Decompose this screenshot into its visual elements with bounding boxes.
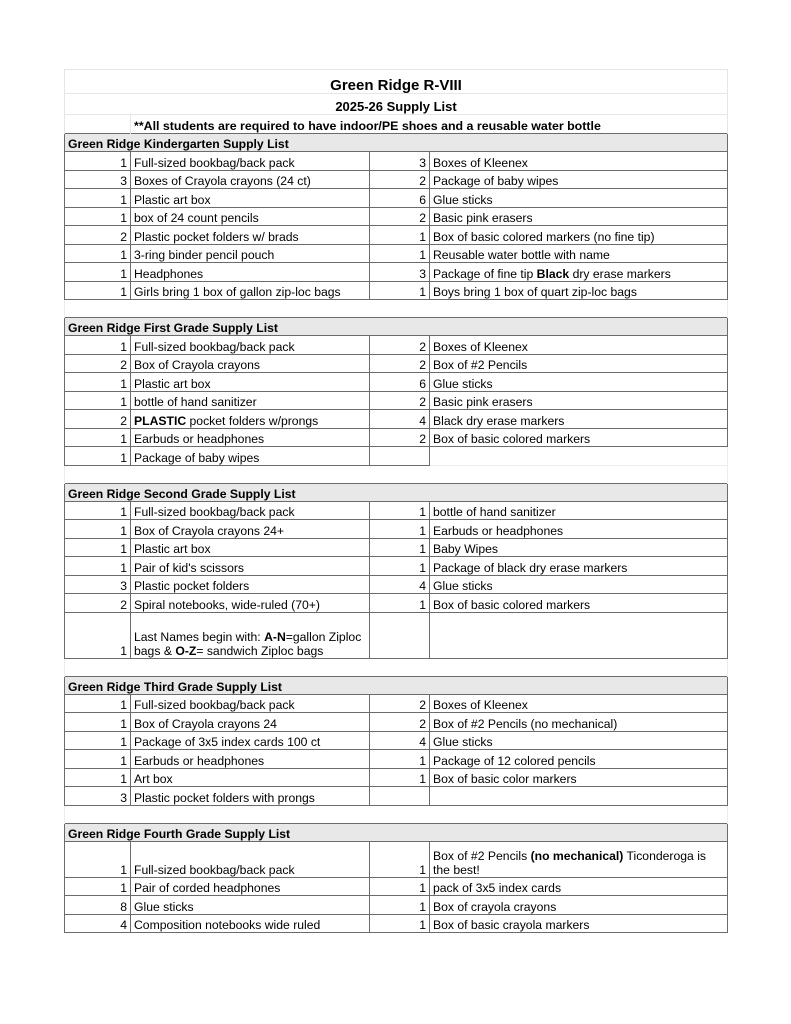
quantity-cell: 1 <box>65 189 131 208</box>
table-row <box>65 410 728 429</box>
item-cell <box>131 410 370 429</box>
quantity-cell: 2 <box>370 694 430 713</box>
item-cell: Box of basic colored markers (no fine tip) <box>430 226 728 245</box>
item-cell: Basic pink erasers <box>430 391 728 410</box>
item-cell: Glue sticks <box>131 896 370 915</box>
quantity-cell: 1 <box>370 841 430 877</box>
quantity-cell: 1 <box>370 538 430 557</box>
item-cell: Box of #2 Pencils (no mechanical) <box>430 713 728 732</box>
item-cell: Package of baby wipes <box>131 447 370 466</box>
quantity-cell: 1 <box>370 557 430 576</box>
quantity-cell: 1 <box>65 612 131 658</box>
section-header-fourth-grade <box>65 823 728 841</box>
item-cell: box of 24 count pencils <box>131 207 370 226</box>
table-row <box>65 750 728 769</box>
item-cell: Basic pink erasers <box>430 207 728 226</box>
item-cell: Box of #2 Pencils <box>430 354 728 373</box>
requirements-note: **All students are required to have indoor/PE shoes and a reusable water bottle <box>131 115 728 134</box>
table-row <box>65 354 728 373</box>
quantity-cell: 1 <box>65 713 131 732</box>
quantity-cell: 4 <box>370 731 430 750</box>
item-cell: Box of Crayola crayons 24 <box>131 713 370 732</box>
item-cell: Full-sized bookbag/back pack <box>131 694 370 713</box>
item-cell: Pair of kid's scissors <box>131 557 370 576</box>
item-cell: Headphones <box>131 263 370 282</box>
item-cell: Boxes of Kleenex <box>430 694 728 713</box>
item-cell: Earbuds or headphones <box>430 520 728 539</box>
item-cell: Glue sticks <box>430 373 728 392</box>
quantity-cell: 1 <box>65 373 131 392</box>
section-header-second-grade <box>65 483 728 501</box>
table-row <box>65 877 728 896</box>
item-cell: 3-ring binder pencil pouch <box>131 244 370 263</box>
quantity-cell: 2 <box>65 354 131 373</box>
section-heading: Green Ridge Fourth Grade Supply List <box>65 823 728 841</box>
table-row <box>65 713 728 732</box>
item-cell: Box of basic colored markers <box>430 594 728 613</box>
table-row <box>65 612 728 658</box>
item-cell <box>430 841 728 877</box>
quantity-cell: 2 <box>65 410 131 429</box>
table-row <box>65 226 728 245</box>
quantity-cell: 1 <box>65 538 131 557</box>
item-cell: bottle of hand sanitizer <box>131 391 370 410</box>
item-text: pocket folders w/prongs <box>186 413 319 428</box>
spacer-row <box>65 465 728 483</box>
item-text: dry erase markers <box>569 266 671 281</box>
table-row <box>65 152 728 171</box>
quantity-cell: 1 <box>65 841 131 877</box>
table-row <box>65 841 728 877</box>
quantity-cell: 3 <box>65 787 131 806</box>
item-emphasis: PLASTIC <box>134 413 187 428</box>
quantity-cell: 1 <box>65 750 131 769</box>
table-row <box>65 391 728 410</box>
quantity-cell: 2 <box>370 354 430 373</box>
item-cell: Spiral notebooks, wide-ruled (70+) <box>131 594 370 613</box>
quantity-cell: 8 <box>65 896 131 915</box>
item-cell: Plastic pocket folders with prongs <box>131 787 370 806</box>
quantity-cell: 1 <box>65 557 131 576</box>
quantity-cell: 1 <box>370 594 430 613</box>
quantity-cell: 4 <box>370 575 430 594</box>
item-emphasis: O-Z <box>175 643 197 658</box>
table-row <box>65 768 728 787</box>
item-cell: Plastic pocket folders w/ brads <box>131 226 370 245</box>
item-cell: Package of black dry erase markers <box>430 557 728 576</box>
table-row <box>65 207 728 226</box>
quantity-cell: 1 <box>370 226 430 245</box>
quantity-cell: 1 <box>370 244 430 263</box>
item-cell: Composition notebooks wide ruled <box>131 914 370 933</box>
table-row <box>65 428 728 447</box>
item-cell: Box of Crayola crayons <box>131 354 370 373</box>
item-cell: Full-sized bookbag/back pack <box>131 841 370 877</box>
item-cell: Box of basic color markers <box>430 768 728 787</box>
table-row <box>65 373 728 392</box>
table-row <box>65 896 728 915</box>
table-row <box>65 281 728 300</box>
quantity-cell: 6 <box>370 373 430 392</box>
quantity-cell: 1 <box>65 877 131 896</box>
section-header-third-grade <box>65 676 728 694</box>
quantity-cell: 1 <box>370 877 430 896</box>
quantity-cell: 3 <box>370 263 430 282</box>
item-cell: Baby Wipes <box>430 538 728 557</box>
item-cell: Glue sticks <box>430 575 728 594</box>
quantity-cell: 1 <box>65 391 131 410</box>
item-cell: Glue sticks <box>430 189 728 208</box>
subtitle-row <box>65 94 728 115</box>
item-cell: Boxes of Kleenex <box>430 336 728 355</box>
quantity-cell: 1 <box>65 428 131 447</box>
quantity-cell: 2 <box>370 207 430 226</box>
item-cell: Pair of corded headphones <box>131 877 370 896</box>
item-cell: Glue sticks <box>430 731 728 750</box>
item-cell: Boxes of Crayola crayons (24 ct) <box>131 170 370 189</box>
table-row <box>65 336 728 355</box>
quantity-cell: 1 <box>370 520 430 539</box>
item-cell: Full-sized bookbag/back pack <box>131 152 370 171</box>
quantity-cell: 1 <box>65 244 131 263</box>
item-cell: bottle of hand sanitizer <box>430 501 728 520</box>
section-heading: Green Ridge First Grade Supply List <box>65 318 728 336</box>
quantity-cell: 3 <box>370 152 430 171</box>
quantity-cell: 4 <box>370 410 430 429</box>
item-cell: Full-sized bookbag/back pack <box>131 501 370 520</box>
item-cell: Box of crayola crayons <box>430 896 728 915</box>
quantity-cell: 1 <box>65 281 131 300</box>
table-row <box>65 501 728 520</box>
item-cell: Reusable water bottle with name <box>430 244 728 263</box>
quantity-cell: 2 <box>370 391 430 410</box>
table-row <box>65 538 728 557</box>
table-row <box>65 447 728 466</box>
quantity-cell: 1 <box>65 694 131 713</box>
item-cell: Earbuds or headphones <box>131 428 370 447</box>
note-row <box>65 115 728 134</box>
table-row <box>65 575 728 594</box>
item-cell: Boxes of Kleenex <box>430 152 728 171</box>
supply-list-sheet <box>64 69 728 933</box>
item-cell: pack of 3x5 index cards <box>430 877 728 896</box>
item-text: =gallon Ziploc bags & <box>134 629 362 658</box>
quantity-cell: 2 <box>370 336 430 355</box>
quantity-cell: 1 <box>65 263 131 282</box>
table-row <box>65 170 728 189</box>
item-cell: Plastic art box <box>131 189 370 208</box>
item-cell <box>131 612 370 658</box>
item-cell: Girls bring 1 box of gallon zip-loc bags <box>131 281 370 300</box>
title-row <box>65 70 728 94</box>
quantity-cell: 1 <box>65 501 131 520</box>
item-emphasis: A-N <box>264 629 286 644</box>
item-cell: Plastic art box <box>131 373 370 392</box>
item-cell: Boys bring 1 box of quart zip-loc bags <box>430 281 728 300</box>
quantity-cell: 2 <box>65 226 131 245</box>
item-cell: Package of 12 colored pencils <box>430 750 728 769</box>
document-subtitle: 2025-26 Supply List <box>65 94 728 115</box>
table-row <box>65 557 728 576</box>
quantity-cell: 1 <box>65 207 131 226</box>
table-row <box>65 787 728 806</box>
quantity-cell: 2 <box>370 170 430 189</box>
item-cell: Box of basic colored markers <box>430 428 728 447</box>
quantity-cell: 1 <box>65 520 131 539</box>
item-cell <box>430 263 728 282</box>
table-row <box>65 189 728 208</box>
quantity-cell: 1 <box>370 896 430 915</box>
item-cell: Full-sized bookbag/back pack <box>131 336 370 355</box>
table-row <box>65 520 728 539</box>
quantity-cell: 1 <box>370 750 430 769</box>
item-cell: Plastic pocket folders <box>131 575 370 594</box>
table-row <box>65 594 728 613</box>
section-heading: Green Ridge Second Grade Supply List <box>65 483 728 501</box>
quantity-cell: 3 <box>65 575 131 594</box>
table-row <box>65 914 728 933</box>
quantity-cell: 1 <box>65 447 131 466</box>
spacer-row <box>65 658 728 676</box>
quantity-cell: 1 <box>65 731 131 750</box>
item-text: Box of #2 Pencils <box>433 848 531 863</box>
table-row <box>65 244 728 263</box>
table-row <box>65 263 728 282</box>
item-cell: Black dry erase markers <box>430 410 728 429</box>
spacer-row <box>65 805 728 823</box>
item-text: = sandwich Ziploc bags <box>196 643 324 658</box>
quantity-cell: 1 <box>370 281 430 300</box>
item-cell: Package of baby wipes <box>430 170 728 189</box>
quantity-cell: 2 <box>370 713 430 732</box>
item-text: Ticonderoga is the best! <box>433 848 706 877</box>
quantity-cell: 1 <box>370 914 430 933</box>
item-cell: Package of 3x5 index cards 100 ct <box>131 731 370 750</box>
quantity-cell: 1 <box>370 768 430 787</box>
item-cell: Box of basic crayola markers <box>430 914 728 933</box>
section-header-first-grade <box>65 318 728 336</box>
item-text: Package of fine tip <box>433 266 537 281</box>
document-title: Green Ridge R-VIII <box>65 70 728 94</box>
item-cell: Art box <box>131 768 370 787</box>
section-heading: Green Ridge Third Grade Supply List <box>65 676 728 694</box>
spacer-row <box>65 300 728 318</box>
quantity-cell: 1 <box>370 501 430 520</box>
item-emphasis: Black <box>536 266 570 281</box>
quantity-cell: 3 <box>65 170 131 189</box>
section-header-kindergarten <box>65 134 728 152</box>
quantity-cell: 2 <box>370 428 430 447</box>
quantity-cell: 1 <box>65 152 131 171</box>
table-row <box>65 731 728 750</box>
item-cell: Earbuds or headphones <box>131 750 370 769</box>
quantity-cell: 1 <box>65 768 131 787</box>
item-cell: Plastic art box <box>131 538 370 557</box>
quantity-cell: 1 <box>65 336 131 355</box>
item-cell: Box of Crayola crayons 24+ <box>131 520 370 539</box>
quantity-cell: 6 <box>370 189 430 208</box>
item-emphasis: (no mechanical) <box>530 848 624 863</box>
quantity-cell: 2 <box>65 594 131 613</box>
table-row <box>65 694 728 713</box>
section-heading: Green Ridge Kindergarten Supply List <box>65 134 728 152</box>
quantity-cell: 4 <box>65 914 131 933</box>
item-text: Last Names begin with: <box>134 629 265 644</box>
